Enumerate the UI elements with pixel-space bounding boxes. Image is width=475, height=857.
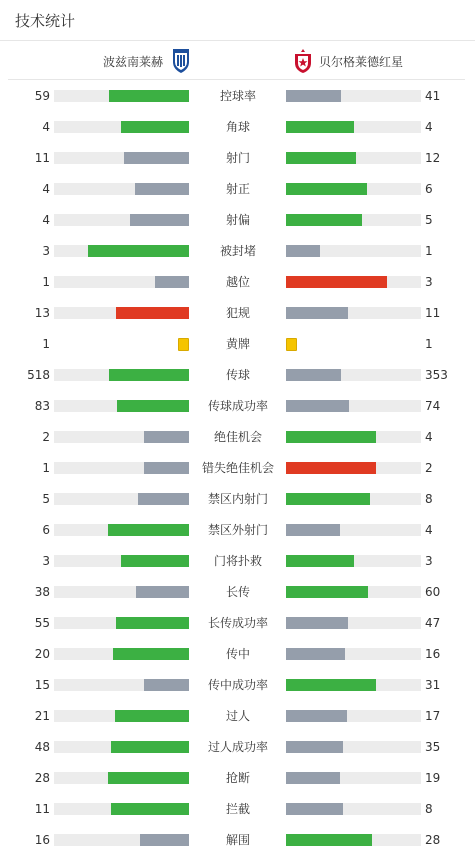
away-bar-track bbox=[286, 462, 421, 474]
away-stat-value: 3 bbox=[425, 275, 433, 289]
home-bar-track bbox=[54, 524, 189, 536]
away-stat-value: 16 bbox=[425, 647, 441, 661]
home-bar-track bbox=[54, 803, 189, 815]
home-stat-value: 3 bbox=[42, 554, 50, 568]
home-bar-fill bbox=[124, 152, 189, 164]
stat-label: 射门 bbox=[225, 151, 250, 165]
away-bar-fill bbox=[286, 710, 347, 722]
away-bar-fill bbox=[286, 772, 340, 784]
away-stat-value: 17 bbox=[425, 709, 441, 723]
stat-label: 拦截 bbox=[225, 802, 250, 816]
away-stat-value: 31 bbox=[425, 678, 441, 692]
home-stat-value: 48 bbox=[34, 740, 50, 754]
away-bar-fill bbox=[286, 307, 348, 319]
yellow-card-icon bbox=[178, 338, 189, 351]
stat-row bbox=[0, 273, 475, 291]
home-bar-fill bbox=[116, 617, 189, 629]
home-bar-track bbox=[54, 214, 189, 226]
home-bar-track bbox=[54, 710, 189, 722]
stat-label: 被封堵 bbox=[219, 244, 256, 258]
stat-label: 传中 bbox=[225, 647, 250, 661]
away-bar-track bbox=[286, 369, 421, 381]
home-bar-fill bbox=[111, 803, 189, 815]
away-bar-track bbox=[286, 617, 421, 629]
home-stat-value: 3 bbox=[42, 244, 50, 258]
away-bar-track bbox=[286, 741, 421, 753]
away-bar-track bbox=[286, 121, 421, 133]
home-bar-fill bbox=[136, 586, 189, 598]
home-bar-fill bbox=[144, 679, 189, 691]
home-stat-value: 1 bbox=[42, 337, 50, 351]
away-stat-value: 4 bbox=[425, 120, 433, 134]
stat-row bbox=[0, 149, 475, 167]
away-bar-track bbox=[286, 90, 421, 102]
home-bar-track bbox=[54, 90, 189, 102]
stat-label: 传中成功率 bbox=[207, 678, 268, 692]
home-bar-track bbox=[54, 586, 189, 598]
home-bar-track bbox=[54, 431, 189, 443]
home-stat-value: 16 bbox=[34, 833, 50, 847]
away-bar-fill bbox=[286, 462, 376, 474]
home-bar-fill bbox=[88, 245, 189, 257]
away-stat-value: 1 bbox=[425, 337, 433, 351]
home-stat-value: 20 bbox=[34, 647, 50, 661]
stat-label: 禁区内射门 bbox=[207, 492, 268, 506]
away-bar-track bbox=[286, 276, 421, 288]
home-stat-value: 13 bbox=[34, 306, 50, 320]
home-bar-track bbox=[54, 369, 189, 381]
stat-row bbox=[0, 676, 475, 694]
stat-row bbox=[0, 490, 475, 508]
home-stat-value: 518 bbox=[27, 368, 50, 382]
stat-label: 错失绝佳机会 bbox=[201, 461, 274, 475]
away-stat-value: 4 bbox=[425, 523, 433, 537]
away-stat-value: 12 bbox=[425, 151, 441, 165]
home-bar-track bbox=[54, 400, 189, 412]
away-bar-track bbox=[286, 152, 421, 164]
away-stat-value: 28 bbox=[425, 833, 441, 847]
home-bar-fill bbox=[135, 183, 189, 195]
stat-label: 门将扑救 bbox=[213, 554, 262, 568]
red-star-belgrade-crest-icon bbox=[293, 48, 313, 74]
away-bar-track bbox=[286, 245, 421, 257]
home-team-name: 波兹南莱赫 bbox=[103, 54, 164, 69]
home-stat-value: 59 bbox=[34, 89, 50, 103]
stat-row bbox=[0, 552, 475, 570]
away-stat-value: 11 bbox=[425, 306, 441, 320]
stat-row bbox=[0, 645, 475, 663]
stat-label: 抢断 bbox=[225, 771, 250, 785]
home-bar-fill bbox=[130, 214, 189, 226]
away-bar-fill bbox=[286, 431, 376, 443]
home-stat-value: 11 bbox=[34, 151, 50, 165]
yellow-card-icon bbox=[286, 338, 297, 351]
away-bar-fill bbox=[286, 245, 320, 257]
home-stat-value: 15 bbox=[34, 678, 50, 692]
away-stat-value: 5 bbox=[425, 213, 433, 227]
home-bar-track bbox=[54, 152, 189, 164]
stat-row bbox=[0, 397, 475, 415]
away-bar-fill bbox=[286, 741, 343, 753]
away-stat-value: 6 bbox=[425, 182, 433, 196]
away-bar-track bbox=[286, 679, 421, 691]
away-bar-track bbox=[286, 183, 421, 195]
stat-label: 过人 bbox=[225, 709, 250, 723]
away-bar-fill bbox=[286, 214, 362, 226]
away-bar-track bbox=[286, 524, 421, 536]
away-bar-track bbox=[286, 493, 421, 505]
home-bar-fill bbox=[121, 121, 189, 133]
away-bar-track bbox=[286, 431, 421, 443]
stat-label: 过人成功率 bbox=[207, 740, 268, 754]
stat-row bbox=[0, 366, 475, 384]
home-team[interactable] bbox=[103, 48, 191, 74]
stat-label: 角球 bbox=[225, 120, 250, 134]
away-bar-fill bbox=[286, 90, 341, 102]
home-stat-value: 38 bbox=[34, 585, 50, 599]
home-bar-track bbox=[54, 555, 189, 567]
away-bar-track bbox=[286, 803, 421, 815]
away-stat-value: 35 bbox=[425, 740, 441, 754]
stat-row bbox=[0, 335, 475, 353]
stat-row bbox=[0, 769, 475, 787]
home-stat-value: 28 bbox=[34, 771, 50, 785]
stat-row bbox=[0, 831, 475, 849]
away-bar-fill bbox=[286, 493, 370, 505]
away-stat-value: 2 bbox=[425, 461, 433, 475]
home-stat-value: 11 bbox=[34, 802, 50, 816]
stat-row bbox=[0, 521, 475, 539]
away-bar-track bbox=[286, 710, 421, 722]
away-bar-fill bbox=[286, 276, 387, 288]
home-bar-track bbox=[54, 245, 189, 257]
stat-row bbox=[0, 87, 475, 105]
home-bar-track bbox=[54, 276, 189, 288]
home-bar-fill bbox=[121, 555, 189, 567]
stat-row bbox=[0, 118, 475, 136]
stat-label: 控球率 bbox=[219, 89, 256, 103]
away-bar-fill bbox=[286, 555, 354, 567]
away-bar-fill bbox=[286, 803, 343, 815]
home-stat-value: 4 bbox=[42, 120, 50, 134]
away-team-name: 贝尔格莱德红星 bbox=[319, 54, 404, 69]
away-stat-value: 41 bbox=[425, 89, 441, 103]
home-bar-fill bbox=[116, 307, 189, 319]
home-bar-fill bbox=[140, 834, 189, 846]
away-team[interactable] bbox=[293, 48, 403, 74]
teams-row bbox=[8, 42, 465, 80]
home-stat-value: 1 bbox=[42, 461, 50, 475]
home-stat-value: 5 bbox=[42, 492, 50, 506]
away-stat-value: 19 bbox=[425, 771, 441, 785]
home-stat-value: 2 bbox=[42, 430, 50, 444]
away-bar-fill bbox=[286, 183, 367, 195]
away-bar-fill bbox=[286, 679, 376, 691]
away-stat-value: 8 bbox=[425, 802, 433, 816]
away-bar-fill bbox=[286, 524, 340, 536]
stat-row bbox=[0, 614, 475, 632]
away-bar-track bbox=[286, 555, 421, 567]
away-stat-value: 4 bbox=[425, 430, 433, 444]
stat-label: 禁区外射门 bbox=[207, 523, 268, 537]
page-header bbox=[0, 0, 475, 41]
stat-label: 绝佳机会 bbox=[213, 430, 262, 444]
home-bar-track bbox=[54, 183, 189, 195]
stat-row bbox=[0, 428, 475, 446]
stat-label: 射偏 bbox=[225, 213, 250, 227]
away-bar-fill bbox=[286, 152, 356, 164]
stat-row bbox=[0, 738, 475, 756]
home-bar-track bbox=[54, 772, 189, 784]
away-stat-value: 47 bbox=[425, 616, 441, 630]
home-bar-track bbox=[54, 648, 189, 660]
away-bar-fill bbox=[286, 617, 348, 629]
away-stat-value: 8 bbox=[425, 492, 433, 506]
page-title: 技术统计 bbox=[15, 12, 76, 30]
home-bar-fill bbox=[144, 431, 189, 443]
stat-label: 黄牌 bbox=[225, 337, 250, 351]
home-bar-fill bbox=[111, 741, 189, 753]
home-bar-fill bbox=[117, 400, 189, 412]
away-bar-track bbox=[286, 648, 421, 660]
stat-label: 越位 bbox=[225, 275, 250, 289]
stat-row bbox=[0, 707, 475, 725]
home-stat-value: 55 bbox=[34, 616, 50, 630]
stat-row bbox=[0, 304, 475, 322]
away-stat-value: 3 bbox=[425, 554, 433, 568]
home-stat-value: 4 bbox=[42, 182, 50, 196]
home-stat-value: 21 bbox=[34, 709, 50, 723]
home-bar-track bbox=[54, 741, 189, 753]
home-stat-value: 4 bbox=[42, 213, 50, 227]
stat-label: 传球 bbox=[225, 368, 250, 382]
home-bar-fill bbox=[155, 276, 189, 288]
home-stat-value: 1 bbox=[42, 275, 50, 289]
home-bar-track bbox=[54, 493, 189, 505]
away-bar-track bbox=[286, 586, 421, 598]
away-bar-track bbox=[286, 307, 421, 319]
away-stat-value: 1 bbox=[425, 244, 433, 258]
away-bar-fill bbox=[286, 648, 345, 660]
home-bar-track bbox=[54, 679, 189, 691]
away-bar-track bbox=[286, 400, 421, 412]
home-bar-fill bbox=[144, 462, 189, 474]
home-bar-fill bbox=[115, 710, 189, 722]
away-bar-track bbox=[286, 214, 421, 226]
home-bar-fill bbox=[138, 493, 189, 505]
stat-label: 传球成功率 bbox=[207, 399, 268, 413]
away-bar-track bbox=[286, 834, 421, 846]
away-bar-fill bbox=[286, 369, 341, 381]
away-stat-value: 353 bbox=[425, 368, 448, 382]
home-bar-fill bbox=[113, 648, 189, 660]
home-bar-track bbox=[54, 834, 189, 846]
away-bar-fill bbox=[286, 586, 368, 598]
stat-label: 射正 bbox=[225, 182, 250, 196]
home-bar-track bbox=[54, 307, 189, 319]
home-stat-value: 6 bbox=[42, 523, 50, 537]
stat-row bbox=[0, 459, 475, 477]
away-stat-value: 60 bbox=[425, 585, 441, 599]
stat-row bbox=[0, 583, 475, 601]
away-bar-fill bbox=[286, 400, 349, 412]
stat-row bbox=[0, 180, 475, 198]
away-bar-track bbox=[286, 772, 421, 784]
stat-row bbox=[0, 800, 475, 818]
home-stat-value: 83 bbox=[34, 399, 50, 413]
stat-label: 长传 bbox=[225, 585, 250, 599]
home-bar-fill bbox=[108, 772, 189, 784]
stat-label: 解围 bbox=[225, 833, 250, 847]
home-bar-fill bbox=[108, 524, 189, 536]
stat-label: 长传成功率 bbox=[207, 616, 268, 630]
stat-row bbox=[0, 242, 475, 260]
home-bar-fill bbox=[109, 90, 189, 102]
away-bar-fill bbox=[286, 834, 372, 846]
lech-poznan-crest-icon bbox=[171, 48, 191, 74]
stat-row bbox=[0, 211, 475, 229]
home-bar-fill bbox=[109, 369, 189, 381]
home-bar-track bbox=[54, 617, 189, 629]
away-bar-fill bbox=[286, 121, 354, 133]
home-bar-track bbox=[54, 462, 189, 474]
away-stat-value: 74 bbox=[425, 399, 441, 413]
stat-label: 犯规 bbox=[225, 306, 250, 320]
home-bar-track bbox=[54, 121, 189, 133]
